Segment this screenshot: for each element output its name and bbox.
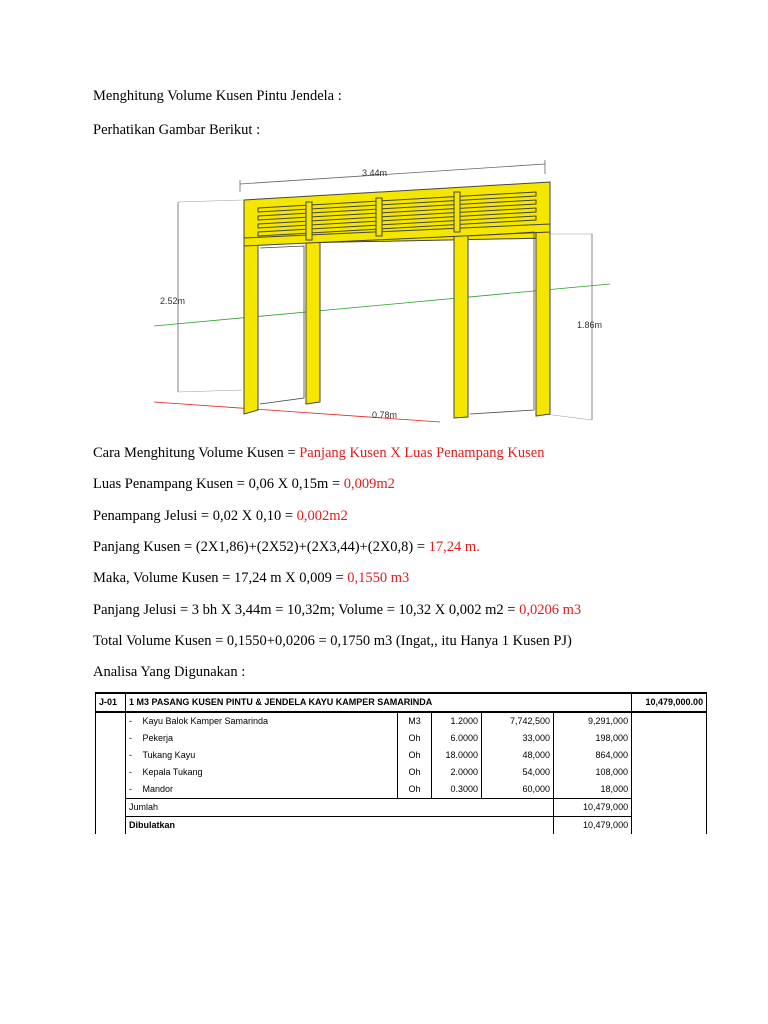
panjang-line: Panjang Kusen = (2X1,86)+(2X52)+(2X3,44)+(2X0,8) = 17,24 m. — [93, 539, 480, 555]
formula-line: Cara Menghitung Volume Kusen = Panjang Kusen X Luas Penampang Kusen — [93, 445, 545, 461]
dim-left-height: 2.52m — [160, 296, 186, 306]
kusen-frame-figure — [140, 152, 620, 432]
volume-line: Maka, Volume Kusen = 17,24 m X 0,009 = 0,1550 m3 — [93, 570, 410, 586]
table-code: J-01 — [96, 693, 126, 712]
dibulatkan-value: 10,479,000 — [554, 817, 632, 835]
dim-right-height: 1.86m — [577, 320, 603, 330]
table-title: 1 M3 PASANG KUSEN PINTU & JENDELA KAYU KAMPER SAMARINDA — [126, 693, 632, 712]
luas-line: Luas Penampang Kusen = 0,06 X 0,15m = 0,009m2 — [93, 476, 395, 492]
dibulatkan-row — [96, 817, 707, 835]
panjang-value: 17,24 m. — [428, 539, 480, 555]
table-total: 10,479,000.00 — [632, 693, 707, 712]
table-header-row — [96, 693, 707, 712]
jumlah-row — [96, 799, 707, 817]
intro-text: Perhatikan Gambar Berikut : — [93, 122, 261, 138]
table-row: - Pekerja Oh 6.0000 33,000 198,000 — [96, 730, 707, 747]
analysis-table — [95, 692, 706, 834]
table-row: - Kayu Balok Kamper Samarinda M3 1.2000 7,742,500 9,291,000 — [96, 712, 707, 730]
jelusi-line: Penampang Jelusi = 0,02 X 0,10 = 0,002m2 — [93, 508, 348, 524]
dibulatkan-label: Dibulatkan — [126, 817, 554, 835]
volume-value: 0,1550 m3 — [347, 570, 410, 586]
panjang-jelusi-value: 0,0206 m3 — [519, 602, 582, 618]
dim-bottom: 0.78m — [372, 410, 398, 420]
formula-value: Panjang Kusen X Luas Penampang Kusen — [299, 445, 545, 461]
red-axis — [154, 402, 440, 422]
top-dimension-line — [240, 164, 545, 184]
jelusi-value: 0,002m2 — [296, 508, 348, 524]
jumlah-value: 10,479,000 — [554, 799, 632, 817]
page-heading: Menghitung Volume Kusen Pintu Jendela : — [93, 88, 342, 104]
jumlah-label: Jumlah — [126, 799, 554, 817]
frame-body — [244, 182, 550, 418]
table-row: - Tukang Kayu Oh 18.0000 48,000 864,000 — [96, 747, 707, 764]
dim-width: 3.44m — [362, 168, 388, 178]
panjang-jelusi-line: Panjang Jelusi = 3 bh X 3,44m = 10,32m; Volume = 10,32 X 0,002 m2 = 0,0206 m3 — [93, 602, 582, 618]
analisa-line: Analisa Yang Digunakan : — [93, 664, 246, 680]
total-line: Total Volume Kusen = 0,1550+0,0206 = 0,1750 m3 (Ingat,, itu Hanya 1 Kusen PJ) — [93, 633, 572, 649]
table-row: - Kepala Tukang Oh 2.0000 54,000 108,000 — [96, 764, 707, 781]
luas-value: 0,009m2 — [343, 476, 395, 492]
table-row: - Mandor Oh 0.3000 60,000 18,000 — [96, 781, 707, 799]
